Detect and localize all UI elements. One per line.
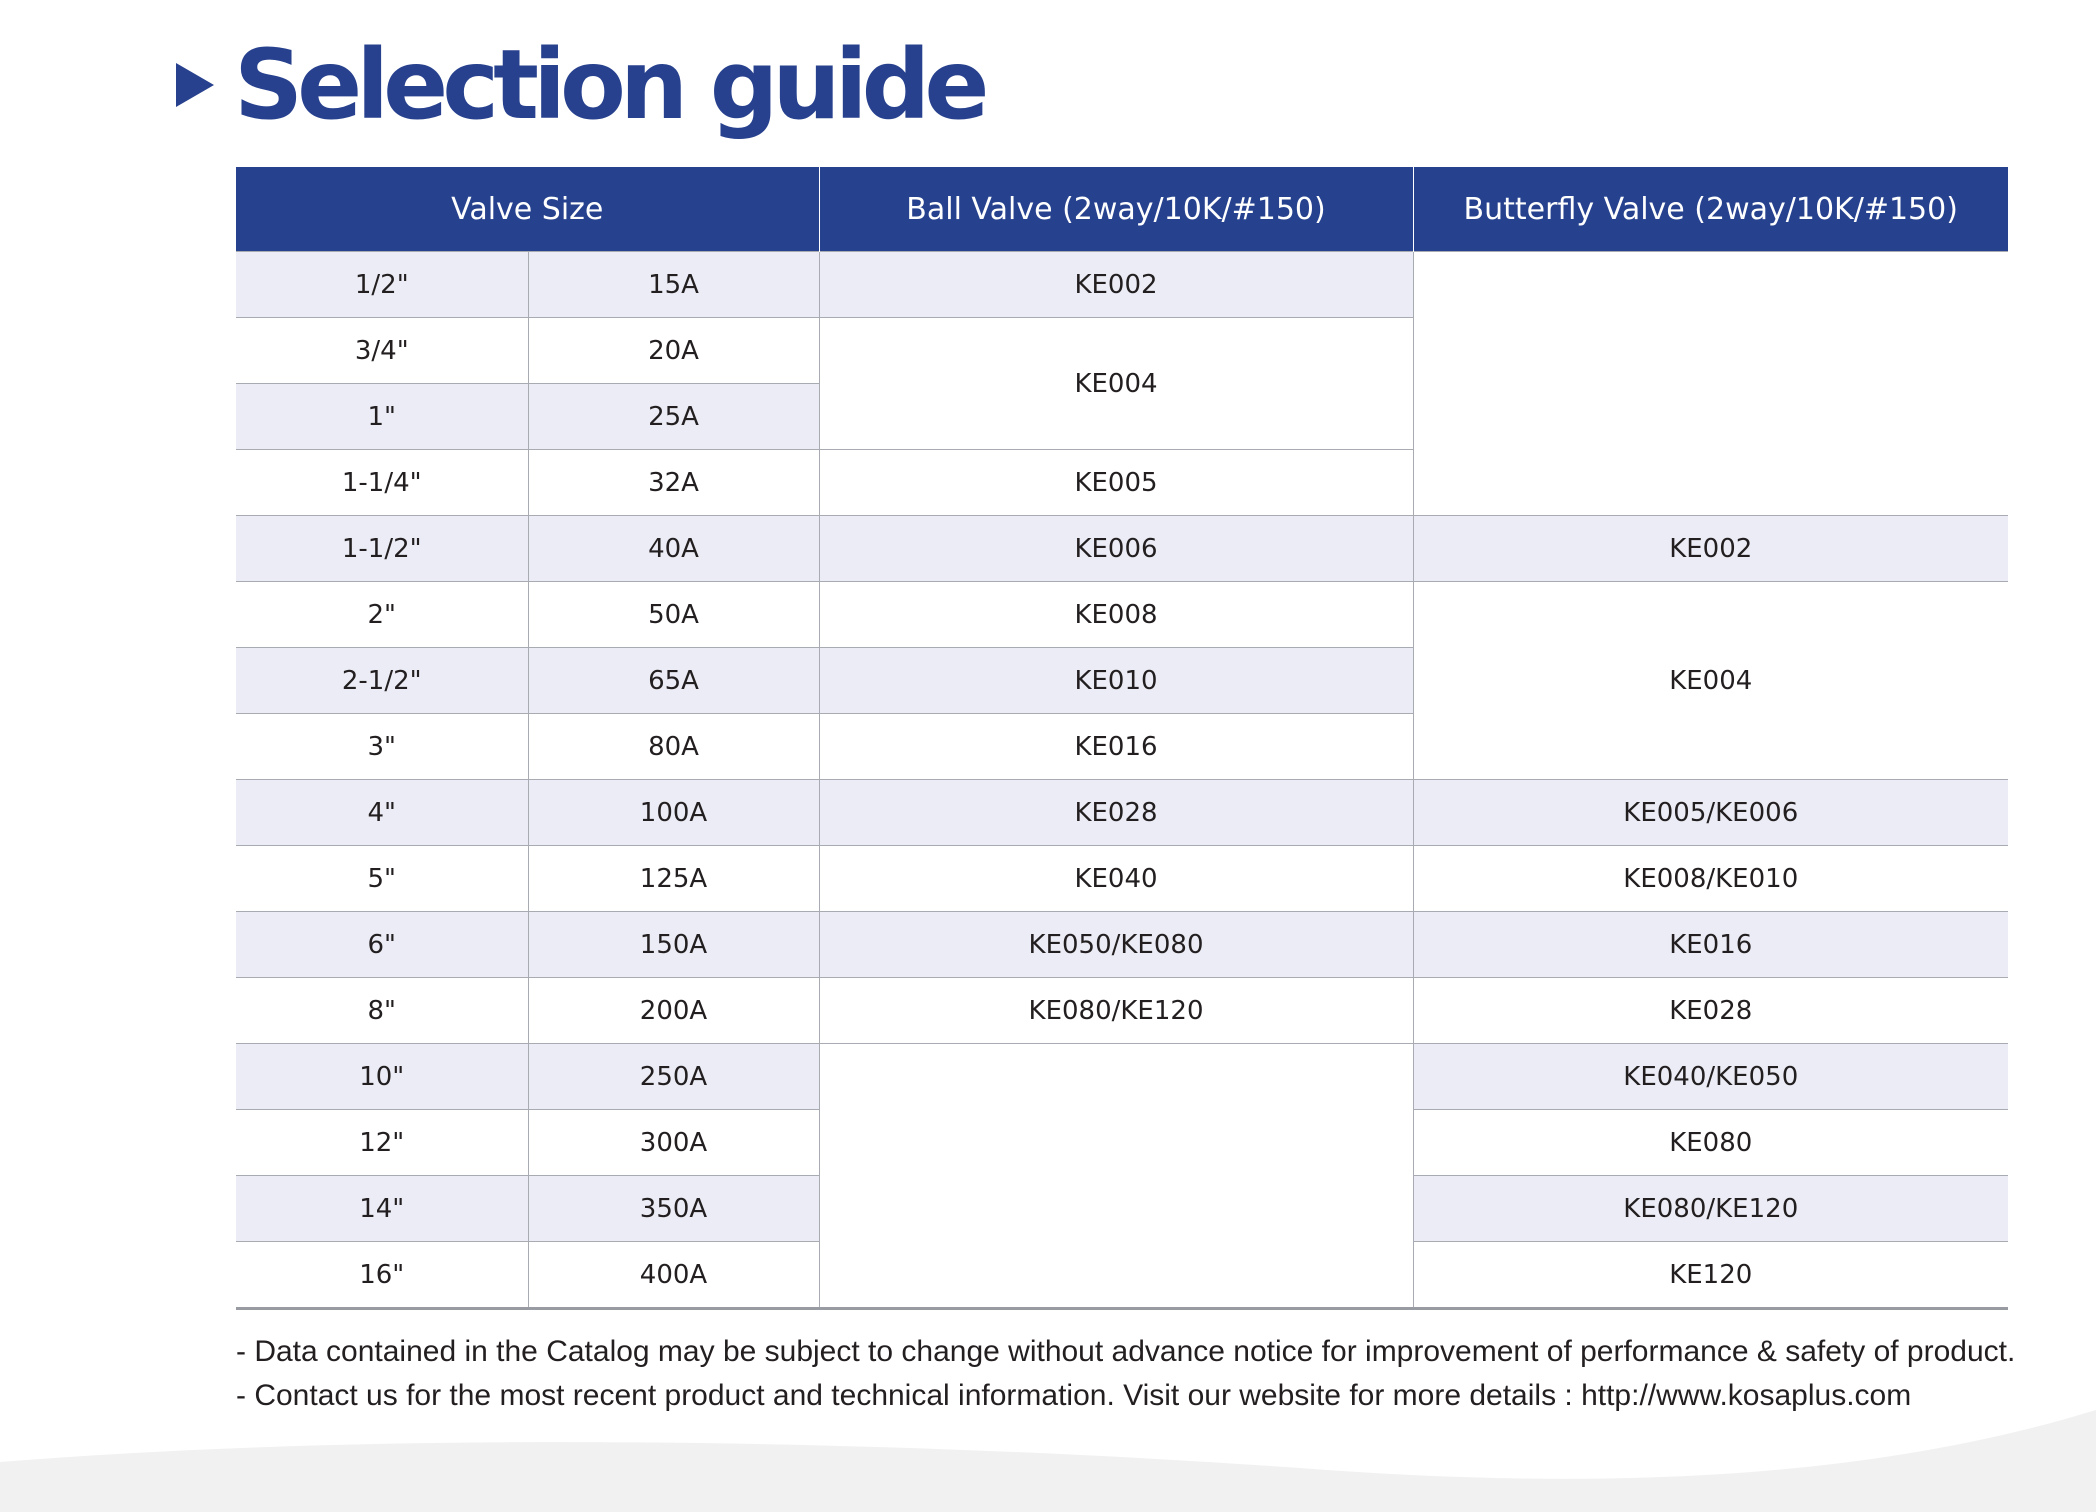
butterfly-valve-cell: KE040/KE050 (1413, 1044, 2008, 1110)
size-inch-cell: 6" (236, 912, 528, 978)
butterfly-valve-cell: KE080 (1413, 1110, 2008, 1176)
size-inch-cell: 3" (236, 714, 528, 780)
ball-valve-cell: KE004 (819, 318, 1413, 450)
table-row (236, 780, 2008, 846)
butterfly-valve-cell: KE005/KE006 (1413, 780, 2008, 846)
size-inch-cell: 1-1/2" (236, 516, 528, 582)
size-inch-cell: 1/2" (236, 252, 528, 318)
footnote-disclaimer: - Data contained in the Catalog may be subject to change without advance notice for improvement of performance & safety of product. (236, 1335, 2016, 1368)
size-mm-cell: 80A (528, 714, 819, 780)
table-row (236, 252, 2008, 318)
butterfly-valve-cell: KE016 (1413, 912, 2008, 978)
size-inch-cell: 8" (236, 978, 528, 1044)
ball-valve-cell: KE080/KE120 (819, 978, 1413, 1044)
size-inch-cell: 1-1/4" (236, 450, 528, 516)
butterfly-valve-cell: KE004 (1413, 582, 2008, 780)
table-row (236, 582, 2008, 648)
size-mm-cell: 20A (528, 318, 819, 384)
size-mm-cell: 200A (528, 978, 819, 1044)
header-butterfly-valve: Butterfly Valve (2way/10K/#150) (1413, 167, 2008, 252)
size-inch-cell: 4" (236, 780, 528, 846)
header-valve-size: Valve Size (236, 167, 819, 252)
ball-valve-cell: KE002 (819, 252, 1413, 318)
size-inch-cell: 3/4" (236, 318, 528, 384)
ball-valve-cell: KE010 (819, 648, 1413, 714)
ball-valve-empty-cell (819, 1044, 1413, 1309)
butterfly-valve-cell: KE080/KE120 (1413, 1176, 2008, 1242)
size-mm-cell: 65A (528, 648, 819, 714)
size-inch-cell: 5" (236, 846, 528, 912)
size-inch-cell: 2-1/2" (236, 648, 528, 714)
butterfly-valve-empty-cell (1413, 252, 2008, 516)
size-mm-cell: 50A (528, 582, 819, 648)
ball-valve-cell: KE040 (819, 846, 1413, 912)
footnote-contact: - Contact us for the most recent product and technical information. Visit our website for more details : http://www.kosaplus.com (236, 1379, 1912, 1412)
size-mm-cell: 25A (528, 384, 819, 450)
table-row (236, 912, 2008, 978)
table-header-row (236, 167, 2008, 252)
ball-valve-cell: KE006 (819, 516, 1413, 582)
butterfly-valve-cell: KE028 (1413, 978, 2008, 1044)
size-mm-cell: 15A (528, 252, 819, 318)
size-inch-cell: 1" (236, 384, 528, 450)
size-inch-cell: 14" (236, 1176, 528, 1242)
size-inch-cell: 16" (236, 1242, 528, 1309)
table-row (236, 846, 2008, 912)
size-mm-cell: 250A (528, 1044, 819, 1110)
ball-valve-cell: KE016 (819, 714, 1413, 780)
butterfly-valve-cell: KE008/KE010 (1413, 846, 2008, 912)
ball-valve-cell: KE008 (819, 582, 1413, 648)
size-mm-cell: 350A (528, 1176, 819, 1242)
size-mm-cell: 300A (528, 1110, 819, 1176)
size-mm-cell: 100A (528, 780, 819, 846)
size-mm-cell: 40A (528, 516, 819, 582)
table-row (236, 978, 2008, 1044)
size-mm-cell: 150A (528, 912, 819, 978)
selection-guide-table (236, 167, 2008, 1310)
size-mm-cell: 400A (528, 1242, 819, 1309)
size-mm-cell: 32A (528, 450, 819, 516)
table-row (236, 1044, 2008, 1110)
footnotes (236, 1330, 2015, 1418)
page-title: Selection guide (234, 29, 984, 141)
page-heading (176, 30, 983, 140)
table-row (236, 516, 2008, 582)
ball-valve-cell: KE050/KE080 (819, 912, 1413, 978)
size-mm-cell: 125A (528, 846, 819, 912)
header-ball-valve: Ball Valve (2way/10K/#150) (819, 167, 1413, 252)
triangle-arrow-icon (176, 63, 214, 107)
ball-valve-cell: KE005 (819, 450, 1413, 516)
butterfly-valve-cell: KE120 (1413, 1242, 2008, 1309)
butterfly-valve-cell: KE002 (1413, 516, 2008, 582)
size-inch-cell: 2" (236, 582, 528, 648)
size-inch-cell: 10" (236, 1044, 528, 1110)
ball-valve-cell: KE028 (819, 780, 1413, 846)
size-inch-cell: 12" (236, 1110, 528, 1176)
